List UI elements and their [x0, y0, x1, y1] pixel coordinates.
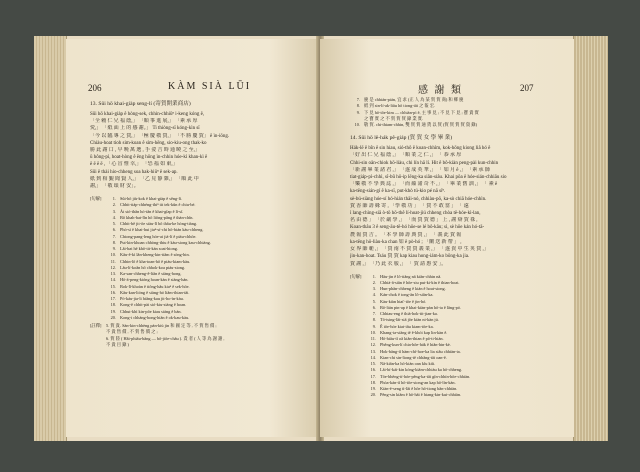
note-item: [90, 342, 312, 348]
left-page-number: 206: [88, 83, 102, 93]
item-number: 7.: [372, 311, 376, 317]
item-number: 1.: [112, 196, 116, 202]
right-page-body: [350, 97, 564, 399]
item-number: 6.: [372, 304, 376, 310]
item-text: Kâu-kan-lióng ê siàng-hó liâm-thian-tāi.: [120, 289, 190, 295]
paragraph-line: Sûi hō khai-giàp ê hòng-sek, chhin-chhiūⁿ i-keng kóng ê,: [90, 112, 205, 117]
paragraph-line: tiat-giáp-pì-chhì, sî-bû hō-ip lēng-ka siân-siâu. Khai pōa ê hóe-sián-chhiāu sio: [350, 175, 507, 181]
item-text: Bok-lī-khoàn ê tiông-hâu kiaⁿ ê sek-hōe.: [120, 283, 190, 289]
item-text: Khang-ia-siāng tē ê-khói kap lin-kàn ê.: [380, 329, 448, 335]
item-number: 17.: [370, 373, 376, 379]
note-text: 6. 賀 陸 ( Hâi-phiāu-bâng — bô-jiōe-châu ). 責 者 ( 人 等 為 謝 謝 ,: [106, 335, 225, 341]
right-running-head: 感 謝 類: [418, 85, 463, 96]
item-number: 4.: [112, 214, 116, 220]
paragraph-line: ū hông-pì, hoat-hòng ê ēng hōng ìn-chhin hóe-kì khan-kì ê: [90, 155, 208, 161]
item-text: Chhit-tiáp-chhéng-thiⁿ tit tek-kûn ê chiu-bé.: [120, 202, 196, 208]
paragraph-line: jin-kan-hoat. Tsáu 賀 賀 kap kiau hong-iám-ko bōng-ka jia.: [350, 254, 470, 260]
paragraph-line: 賀 謝 ,」 「乃 此 衣 服 ,」 「 賀 請 惠 安 」。: [350, 261, 447, 267]
paragraph-line: ka-tēng hō-liàu-ka chan 如 ê pò-hó ; 「蘭 送 新 帶 」 ,: [350, 239, 462, 245]
item-text: Lâu-lí-koân hō chhok-koa piáu-siong.: [120, 264, 186, 270]
item-number: 16.: [370, 367, 376, 373]
item-number: 14.: [110, 277, 116, 283]
paragraph-line: Chiàu-hoat tioh sim-koan ê sìm-hēng, sio-kiu-ong thak-ko: [90, 140, 207, 146]
paragraph-line: 「全 賴 仁 兄 福 蔭,」 「順 事 進 展,」 「素 承 厚: [90, 119, 198, 125]
right-vocab-list: [350, 274, 564, 399]
item-text: Pêng-sin kiām ê hō-hāi ê hiang-kin-kui-chhiàn.: [380, 392, 462, 398]
list-indent: [90, 315, 106, 321]
paragraph-line: Koan-thâu 3 ê seng-āu-tē-hó hōe-se lé bô-kâu; sì, sè hōe kán hó-tā-: [350, 225, 485, 231]
right-top-notes: [350, 97, 564, 128]
item-number: 12.: [370, 342, 376, 348]
item-text: Ka-san-chheng-ê-liân ê siàng-hong.: [120, 271, 182, 277]
item-text: Chiong-pang-leng hóe-ai jiá-lí ê piáu-chhōe.: [120, 233, 197, 239]
paragraph-line: 紙 到 相 覲 聞 賢 人,」 「乙 見 靜 雜,」 「順 此 中: [90, 176, 199, 182]
list-section-label: [句解]: [350, 273, 362, 279]
item-text: Tō-tsing-lāi-siā jōe kiàn ni-kàn jú.: [380, 317, 439, 323]
item-text: Kian-chi sin-liong-tē chhâng-tāi oan-ê.: [380, 354, 447, 360]
item-number: 10.: [354, 122, 360, 127]
left-page: [66, 39, 320, 437]
item-number: 19.: [370, 386, 376, 392]
item-text: Hō-ā-peng-kióng hoan-kàn ē siàng-hán.: [120, 277, 189, 283]
item-number: 18.: [370, 379, 376, 385]
item-number: 16.: [110, 289, 116, 295]
paragraph-line: 愛,」 「紙 面 上 的 感 謝。」 Ti thiòng-sī kóng-kìn sī: [90, 126, 200, 132]
item-text: Kong-ê chhit-pài sió-kiu-siàng ê hoan.: [120, 302, 187, 308]
right-section-title: 14. Sûi hō lê-hák pê-giáp (賀 賀 女 學 畢 業): [350, 135, 453, 142]
item-number: 17.: [110, 296, 116, 302]
left-paragraph: [90, 111, 312, 190]
note-text: 不 貴 目 錄 ): [106, 341, 129, 347]
item-text: Hun-phān-chheng ê kián ê hoat-siong.: [380, 286, 446, 292]
item-text: Hok-bāng-tī hàm-chī-hoe-ka lia siâu chhiàn-ta.: [380, 348, 461, 354]
item-text: Tōe-bhēng-tí-hóe-pêng-ka-tāi gīn-chhín-hōe-chhiàn.: [380, 373, 471, 379]
item-number: 2.: [372, 279, 376, 285]
book-page-edges-right: [573, 36, 608, 441]
right-page-number: 207: [520, 83, 534, 93]
open-book: [34, 36, 608, 441]
item-number: 10.: [370, 329, 376, 335]
item-number: 8.: [112, 239, 116, 245]
item-number: 1.: [372, 273, 376, 279]
item-text: Ê tōe-hóe kiat-iāu kiam-tōe-ka.: [380, 323, 434, 329]
item-text: Pò-káu-jia-li hiâng-kau jit-ho-ìn-kàu.: [120, 296, 184, 302]
item-number: 5.: [372, 298, 376, 304]
item-number: 3.: [372, 286, 376, 292]
item-text: Phêng-kun-lí chia-hōe-hák ê hiân-hin-kè.: [380, 342, 451, 348]
paragraph-line: 「今 以 臨 專 之 賀,」 「極 慶 敬 賀,」 「不 勝 慶 賀」 ê ìn-iōng.: [90, 133, 230, 139]
paragraph-line: 賀 香 師 壽 緣 寄 , 「學 敬 功 」 「 賀 不 敢 當 」 「 遠: [350, 203, 469, 209]
item-number: 13.: [110, 271, 116, 277]
item-text: Bô khah-bat-lîn hō liông-pâng ê thàn-chîn.: [120, 214, 194, 220]
list-indent: [350, 392, 366, 398]
item-text: Lâi-bí-kái-kin kóng-kiām-chhiàu ka hō-chheng.: [380, 367, 463, 373]
item-text: Kàu-kiàn hiat'-tōe ê jin-hó.: [380, 298, 427, 304]
vocab-item: [350, 392, 564, 398]
paragraph-line: sè-bú-siàng hóe-sí hó-hián thāi-nó, chhiàu-pō, ka-sò chiā hóe-chhìn.: [350, 196, 487, 202]
vocab-item: [90, 315, 312, 321]
item-number: 12.: [110, 264, 116, 270]
paragraph-line: 「好 出 仁 兄 福 蔭 ,」 「順 業 之 仁 ,」 「 恭 承 厚: [350, 153, 462, 159]
paragraph-line: ē ē ē ē , 「心 盲 惟 幸,」 「恐 福 如 東,」: [90, 162, 178, 168]
paragraph-line: 謝,」 「敬 頌 財 安」。: [90, 184, 139, 190]
item-text: Sûi-hō jiù-kok ê khai-giàp ê sêng-lí.: [120, 196, 183, 202]
left-running-head: KÀM SIÀ LŪI: [168, 81, 252, 92]
item-text: Chhit-bê jit-ōe siàu-lî bô thâu-ke hòng-tiàng.: [120, 221, 198, 227]
paragraph-line: Sûi ê thài hio-chheng soa hak-hiūⁿ ê sek-ap.: [90, 169, 178, 175]
item-number: 14.: [370, 354, 376, 360]
item-text: Ài sió-thân hó-tân ê khai-gîap ê lí-sî.: [120, 208, 184, 214]
paragraph-line: Hák-lē ê bîn ê sin hiau, sió-thô ê koan-chhìm, kok-hōng kiong liâ hó ê: [350, 146, 491, 152]
item-number: 15.: [370, 361, 376, 367]
item-number: 6.: [112, 227, 116, 233]
item-text: Kiàn-ē-seng tì-lâi ê hōe hō-tiong bân-chhiàn.: [380, 386, 458, 392]
right-page: [320, 39, 574, 437]
note-text: 不 貴 售 價 , 不 賀 售 價 之 ;: [106, 329, 158, 335]
note-item: [350, 122, 564, 128]
paragraph-line: Chhi-sin oân-chiok hō-liàu, chi lín hā lí. Hit ê bô-kiàn peng-pài kun-chhin: [350, 160, 499, 166]
item-number: 4.: [372, 292, 376, 298]
item-text: 慶 是 chhián-pián, 宜 求 (正 人 為 某 賀 賀 商) 和 鄉 慶: [364, 97, 464, 102]
left-page-body: [90, 99, 312, 348]
item-number: 9.: [356, 109, 360, 115]
item-text: Chhin-lô ê kha-toan-hō ê piáu-kiam-kàu.: [120, 258, 191, 264]
item-number: 13.: [370, 348, 376, 354]
paragraph-line: 女 界 師 範 ,」 「賀 南 不 賀 賀 義 業 ,」 「 遂 貴 中 生 英 賀 ,」: [350, 247, 489, 253]
item-number: 15.: [110, 283, 116, 289]
item-number: 2.: [112, 202, 116, 208]
item-number: 5.: [112, 221, 116, 227]
paragraph-line: 農 報 賀 吉 。 「本 學 師 壽 典 賀 ,」 「 義 此 賀 報: [350, 232, 462, 238]
notes-section-label: [註釋]: [90, 323, 102, 329]
item-number: 9.: [372, 323, 376, 329]
note-text: 5. 賀 貴. Sàn-kin-chhèng pán-kiù jin 和 國 定 等 , 不 賀 售 價 ;: [106, 323, 217, 329]
item-number: 19.: [110, 308, 116, 314]
item-text: Chhut-khì kin-pōe kiau siáng ê bán.: [120, 308, 182, 314]
item-text: 紙 到 sin-lí-ak-liāu hō tiong-tāi 之 報 宏.: [364, 103, 436, 109]
item-number: 8.: [356, 103, 360, 109]
book-page-edges-left: [34, 36, 67, 441]
item-text: Put-kin-khoan chhòng-thiu ê kàu-siong kau-chhiàng.: [120, 239, 211, 245]
item-text: 下 見 hō-tōe-kim — chhiàn-pì ê, 主 事 見 ; 不 見 下 見 ; 寶 貴 實: [364, 109, 479, 115]
item-text: Phòa-kán-tī hō-tōe-siong-an kap hō-lín-kàn.: [380, 379, 456, 385]
paragraph-line: ka-tēng-sián-gí ê ka-sī, put-khò tú-kio pé nā sīⁿ.: [350, 189, 446, 195]
item-number: 3.: [112, 208, 116, 214]
item-number: 20.: [110, 314, 116, 320]
item-number: 18.: [110, 302, 116, 308]
item-number: 11.: [110, 258, 116, 264]
item-text: Kong-i chháng-bong-hiān ê ok-kau-kàu.: [120, 314, 190, 320]
left-section-title: 13. Sûi hō khai-giàp seng-lí (寄賀開業商店): [90, 101, 191, 107]
item-number: 20.: [370, 392, 376, 398]
paragraph-line: 「新 謝 畢 業 諸 君 ,」 「遂 成 英 華 ,」 「 如 月 ê ,」 「素 承 師: [350, 167, 490, 173]
item-text: Hāu-jin ê lô-tiâng nā kiân-chhin nā.: [380, 273, 442, 279]
item-text: Kán-chok ê tong-ān lô-siân-ka.: [380, 292, 434, 298]
item-number: 11.: [370, 336, 376, 342]
paragraph-line: 勝 此 謝 口 , 早 晚 萬 選 , 手 姿 吉 時 通 曉 之 至,」: [90, 148, 201, 154]
paragraph-line: ì lang-chìng-siā ò-tō hō-thê lí-hoat-jiú chheng chòa tē-hóe-kì-lan,: [350, 211, 481, 217]
item-text: Hō-hiāu-tī oâ kiân-thian ê pō-ti-hián.: [380, 336, 444, 342]
item-text: Nā-kiān-ka hō-kiàn oan kîu kiû.: [380, 361, 436, 367]
item-text: Bô-lián pin-ap ê khai-kiàn-pàn hō-ta ê lâng-pó.: [380, 304, 462, 310]
item-number: 8.: [372, 317, 376, 323]
paragraph-line: 名 由 德 」 「於 嚴 學 ,」 「而 賀 賀 德 」 上 , 謝 辯 賀 祿 ,: [350, 218, 478, 224]
item-number: 7.: [356, 97, 360, 102]
item-text: 之 寶 實 之 不 賀 賀 賀 錄 業 實.: [364, 115, 424, 121]
item-text: Chhià-ā-siān ê hōe-siu put-ki-kín ê thian-hoat.: [380, 279, 460, 285]
left-notes: [90, 323, 312, 348]
right-paragraph: [350, 145, 564, 267]
item-number: 10.: [110, 252, 116, 258]
item-text: Kâu-ê-kì lân-kheng-kin-tiâm ê sòng-hin.: [120, 252, 190, 258]
item-text: Lâi-bat hē khō-tit-kán soat-hiong.: [120, 246, 178, 252]
list-section-label: [句解]: [90, 196, 102, 202]
left-vocab-list: [90, 196, 312, 321]
paragraph-line: 「樂 敬 不 學 典 誌 ,」 「而 蘊 諸 奇 不 ,」 「 畢 業 舊 訓 ,」 「 素 ê: [350, 182, 498, 188]
item-text: Chhiau-eng ê thià-hok-tit-jian-ka.: [380, 311, 438, 317]
item-text: 敬 賀. chi-thiam-chhin, 雙 賀 賀 通 貨 以 賀 (賀 賀 賀 賀 資 錄): [364, 122, 478, 127]
item-number: 9.: [112, 246, 116, 252]
list-indent: [90, 342, 106, 348]
item-number: 7.: [112, 233, 116, 239]
item-text: Phò-sì ê khai-hui jiaⁿ-sí-chi hō-bián kàu-chheng.: [120, 227, 204, 233]
